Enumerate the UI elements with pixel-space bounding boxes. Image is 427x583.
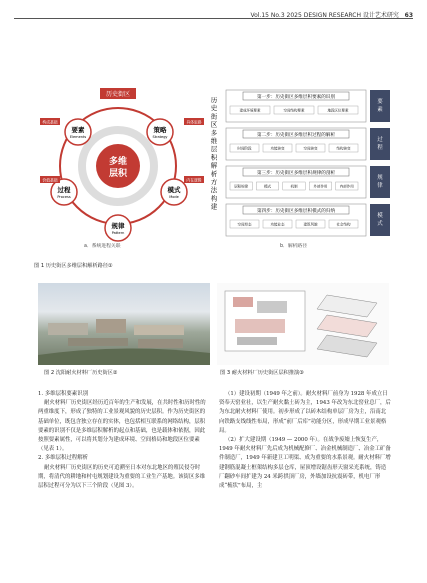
step-item-label: 空间形态 (237, 222, 252, 227)
page-number: 63 (404, 12, 413, 19)
step-title: 第一步：历史街区多维层积要素的识别 (256, 94, 336, 100)
step-item-label: 社会结构 (336, 222, 351, 227)
figure-1-caption: 图 1 历史街区多维层积解析路径① (34, 263, 113, 269)
tag-label: 构成基础 (42, 119, 58, 125)
vertical-title-char: 史 (210, 104, 218, 113)
factory-aerial-photo (38, 283, 210, 365)
paragraph-3: （1）建设初期（1949 年之前）。耐火材料厂前身为 1928 年成立日资奉天窑业社，以生产耐火黏土砖为主，1943 年改为东北窑业总厂，后为东北耐火材料厂使用。初步形成了以砖木结构单层厂房为主，沿南北向铁路支线线性布局，形成“前厂后库”功能分区，形成早期工业景观格局。 (219, 391, 391, 434)
section-heading-2: 2. 多维层积过程解析 (38, 455, 88, 462)
step-side-label: 程 (377, 145, 383, 151)
center-label-1: 多维 (108, 157, 128, 167)
node-label: 策略 (153, 126, 167, 134)
step-side-label: 式 (377, 221, 383, 227)
sub-caption-b: b．解析路径 (280, 244, 308, 249)
step-title: 第四步：历史街区多维层积模式的归纳 (256, 208, 336, 214)
step-item-label: 功能演变 (270, 146, 285, 151)
vertical-title-char: 析 (210, 169, 218, 178)
step-item-label: 建成环境要素 (239, 108, 261, 113)
figure-1 (38, 88, 394, 258)
vertical-title-char: 历 (210, 96, 218, 104)
step-side-box (370, 204, 390, 236)
step-item-label: 模式 (264, 184, 272, 189)
layering-diagram (217, 283, 389, 365)
step-item-label: 内部作用 (339, 184, 354, 189)
paragraph-1: 耐火材料厂历史街区经历近百年的生产和发展，在共时性和历时性的两重维度下，形成了独特的工业景观风貌的历史层积。作为历史街区的基础单位，既包含独立存在的实体，也包括相互联系的网络结构，层积要素的识别不仅是多维层积解析的起点和基础，也是载体和依据，因此按照要素属性，可以将其划分为建成环境、空间格局和地段区位要素（见表 1）。 (38, 400, 206, 453)
step-item-label: 功能业态 (270, 222, 285, 227)
step-item-label: 机制 (290, 184, 298, 189)
paragraph-4: （2）扩大建设期（1949 — 2000 年）。在战争废墟上恢复生产，1949 年耐火材料厂先后成为机械配修厂、冶金机械制造厂、冶金工矿备件制造厂，1949 年新建卫工明渠、成为重要的水系景观。耐火材料厂增建钢筋混凝土框架结构多层仓库，屋顶增设锯齿形天窗采光系统，铸造厂翻砂车间扩建为 24 米跨拱顶厂房，外墙加设抗震砖带，机电厂形成“梳状”布局，主 (219, 437, 391, 490)
vertical-title-char: 层 (210, 145, 218, 154)
vertical-title-char: 解 (210, 161, 218, 170)
step-item-label: 时间阶段 (237, 146, 252, 151)
paragraph-2: 耐火材料厂历史街区的历史可追溯至日本对东北地区的殖民侵夺时期，将清代的耕地和村屯规划建设为重要的工业生产基地。该街区多维层积过程可分为以下三个阶段（见图 3）。 (38, 464, 206, 490)
vertical-title-char: 方 (210, 178, 218, 186)
step-item-label: 空间演变 (303, 146, 318, 151)
step-side-box (370, 166, 390, 198)
vertical-title-char: 建 (210, 202, 218, 211)
center-label-2: 层积 (108, 169, 128, 179)
right-column (219, 390, 391, 491)
step-side-label: 素 (377, 107, 383, 113)
vertical-title-char: 区 (210, 120, 218, 129)
sub-caption-a: a．系统进程关联 (84, 244, 121, 249)
node-en-label: Mode (169, 195, 179, 199)
vertical-title-char: 法 (210, 186, 218, 195)
tag-label: 价值基础 (42, 177, 58, 183)
node-label: 要素 (71, 126, 85, 134)
tag-label: 内在逻辑 (186, 177, 202, 183)
center-top-label: 历史街区 (105, 91, 131, 98)
step-item-label: 层积规律 (234, 184, 249, 189)
journal-info: Vol.15 No.3 2025 DESIGN RESEARCH 设计艺术研究 (250, 12, 399, 19)
tag-label: 具体思路 (186, 119, 202, 125)
step-side-box (370, 128, 390, 160)
vertical-title-char: 多 (210, 128, 218, 137)
node-label: 过程 (57, 186, 71, 194)
step-item-label: 地段区位要素 (327, 108, 349, 113)
vertical-title-char: 积 (210, 153, 218, 162)
vertical-title-char: 街 (210, 112, 218, 121)
vertical-title-char: 构 (210, 194, 218, 203)
step-side-box (370, 90, 390, 122)
step-item-label: 结构演变 (336, 146, 351, 151)
node-en-label: Elements (69, 135, 87, 139)
node-label: 模式 (167, 186, 181, 194)
vertical-title-char: 维 (210, 137, 218, 145)
step-item-label: 空间结构要素 (283, 108, 305, 113)
step-side-label: 模 (377, 213, 383, 219)
step-item-label: 外部作用 (313, 184, 328, 189)
figure-2-caption: 图 2 沈阳耐火材料厂历史街区② (44, 370, 118, 376)
left-column (38, 390, 208, 491)
node-en-label: Strategy (152, 135, 168, 139)
step-title: 第三步：历史街区多维层积规律的剖析 (256, 170, 336, 176)
section-heading-1: 1. 多维层积要素识别 (38, 391, 88, 397)
node-en-label: Process (57, 195, 71, 199)
step-side-label: 规 (377, 175, 383, 181)
step-side-label: 过 (377, 137, 383, 143)
figure-3-caption: 图 3 耐火材料厂历史街区层积推演③ (220, 370, 304, 376)
step-title: 第二步：历史街区多维层积过程的解析 (256, 132, 336, 138)
step-side-label: 律 (377, 183, 383, 189)
step-item-label: 建筑风貌 (303, 222, 318, 227)
figure-1a-diagram (60, 88, 176, 224)
node-label: 规律 (111, 222, 125, 230)
node-en-label: Pattern (111, 231, 125, 235)
header-rule (14, 18, 413, 19)
step-side-label: 要 (377, 99, 383, 105)
